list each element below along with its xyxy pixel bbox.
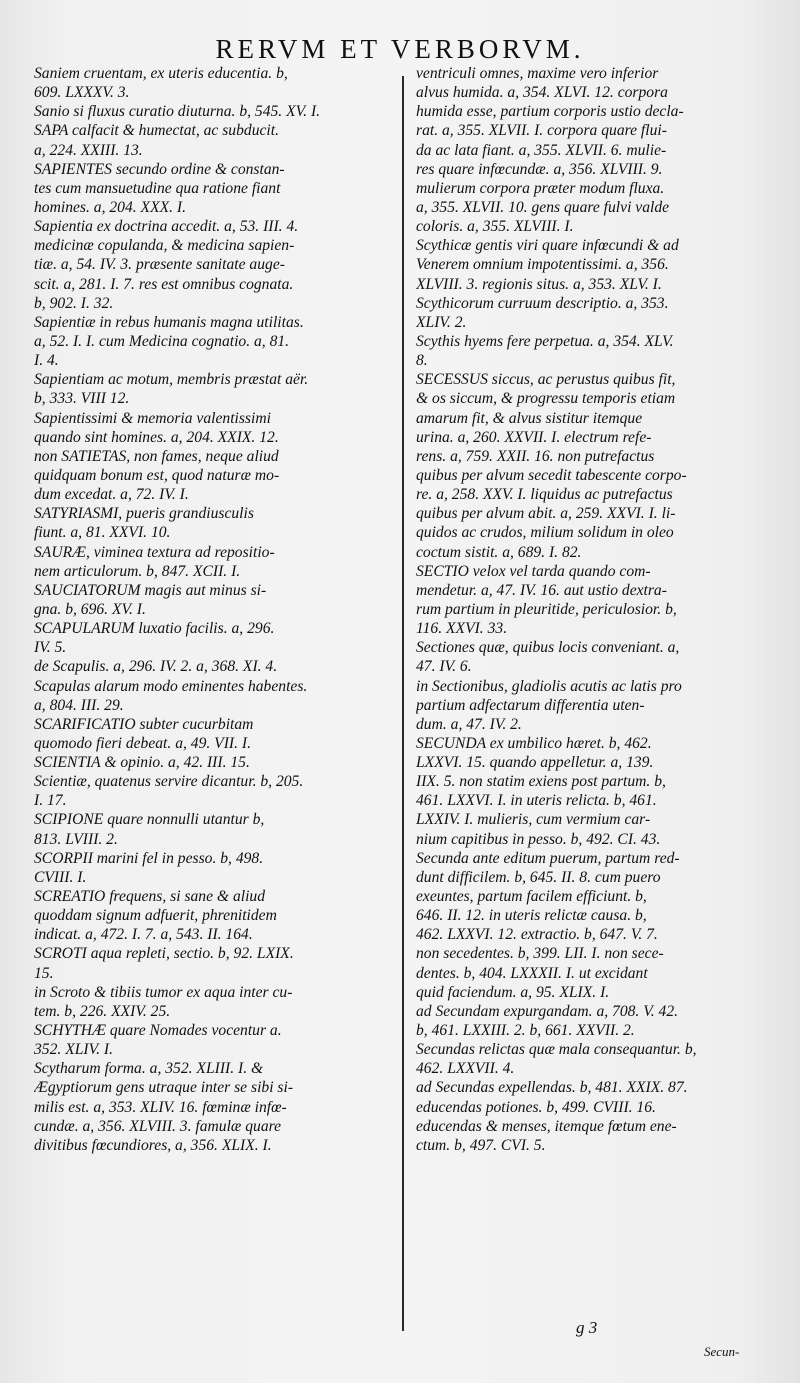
index-line: da ac lata fiant. a, 355. XLVII. 6. mulie-	[416, 141, 667, 159]
index-line: Sapientiam ac motum, membris præstat aër.	[34, 371, 309, 389]
index-line: medicinæ copulanda, & medicina sapien-	[34, 237, 295, 255]
index-line: IV. 5.	[34, 639, 67, 657]
index-line: 462. LXXVI. 12. extractio. b, 647. V. 7.	[416, 926, 658, 944]
index-line: SCORPII marini fel in pesso. b, 498.	[34, 849, 264, 867]
index-line: tem. b, 226. XXIV. 25.	[34, 1002, 171, 1020]
index-line: 813. LVIII. 2.	[34, 830, 118, 848]
index-line: mendetur. a, 47. IV. 16. aut ustio dextra-	[416, 581, 667, 599]
index-line: SCREATIO frequens, si sane & aliud	[34, 888, 266, 906]
index-line: 461. LXXVI. I. in uteris relicta. b, 461.	[416, 792, 657, 810]
index-line: LXXIV. I. mulieris, cum vermium car-	[416, 811, 651, 829]
index-line: 47. IV. 6.	[416, 658, 472, 676]
index-line: SCROTI aqua repleti, sectio. b, 92. LXIX.	[34, 945, 294, 963]
index-line: exeuntes, partum facilem efficiunt. b,	[416, 888, 647, 906]
index-line: & os siccum, & progressu temporis etiam	[416, 390, 676, 408]
index-line: quibus per alvum secedit tabescente corpo-	[416, 466, 687, 484]
index-line: rens. a, 759. XXII. 16. non putrefactus	[416, 447, 655, 465]
index-line: 352. XLIV. I.	[34, 1041, 113, 1059]
index-line: SECUNDA ex umbilico hæret. b, 462.	[416, 734, 652, 752]
index-line: rat. a, 355. XLVII. I. corpora quare flui-	[416, 122, 667, 140]
index-line: scit. a, 281. I. 7. res est omnibus cognata.	[34, 275, 294, 293]
index-line: 646. II. 12. in uteris relictæ causa. b,	[416, 907, 647, 925]
index-line: Scythicæ gentis viri quare infœcundi & ad	[416, 237, 679, 255]
index-line: Sapientissimi & memoria valentissimi	[34, 409, 271, 427]
index-line: Sapientiæ in rebus humanis magna utilitas.	[34, 313, 304, 331]
index-line: re. a, 258. XXV. I. liquidus ac putrefactus	[416, 486, 673, 504]
index-line: in Sectionibus, gladiolis acutis ac latis pro	[416, 677, 682, 695]
index-line: Sanio si fluxus curatio diuturna. b, 545. XV. I.	[34, 103, 321, 121]
index-line: dum. a, 47. IV. 2.	[416, 715, 522, 733]
index-line: quidquam bonum est, quod naturæ mo-	[34, 466, 280, 484]
index-line: LXXVI. 15. quando appelletur. a, 139.	[416, 754, 654, 772]
signature-mark: g 3	[576, 1318, 598, 1337]
index-line: b, 461. LXXIII. 2. b, 661. XXVII. 2.	[416, 1022, 635, 1040]
index-line: tes cum mansuetudine qua ratione fiant	[34, 179, 281, 197]
index-line: Secundas relictas quæ mala consequantur. b,	[416, 1041, 697, 1059]
index-line: nem articulorum. b, 847. XCII. I.	[34, 562, 241, 580]
index-line: I. 17.	[34, 792, 67, 810]
index-line: divitibus fœcundiores, a, 356. XLIX. I.	[34, 1136, 272, 1154]
index-column-right	[416, 64, 768, 1155]
index-line: dentes. b, 404. LXXXII. I. ut excidant	[416, 964, 648, 982]
index-line: milis est. a, 353. XLIV. 16. fœminæ infœ-	[34, 1098, 287, 1116]
index-line: SCIENTIA & opinio. a, 42. III. 15.	[34, 754, 250, 772]
index-line: SCHYTHÆ quare Nomades vocentur a.	[34, 1022, 282, 1040]
index-line: quoddam signum adfuerit, phrenitidem	[34, 907, 277, 925]
index-line: a, 224. XXIII. 13.	[34, 141, 143, 159]
index-line: quibus per alvum abit. a, 259. XXVI. I. li-	[416, 505, 676, 523]
index-line: rum partium in pleuritide, periculosior. b,	[416, 600, 677, 618]
index-line: dum excedat. a, 72. IV. I.	[34, 486, 189, 504]
index-line: res quare infœcundæ. a, 356. XLVIII. 9.	[416, 160, 663, 178]
index-line: coctum sistit. a, 689. I. 82.	[416, 543, 582, 561]
index-line: nium capitibus in pesso. b, 492. CI. 43.	[416, 830, 661, 848]
catchword: Secun-	[704, 1344, 740, 1359]
index-line: SECTIO velox vel tarda quando com-	[416, 562, 651, 580]
index-line: homines. a, 204. XXX. I.	[34, 198, 187, 216]
index-column-left	[34, 64, 390, 1155]
index-line: quid faciendum. a, 95. XLIX. I.	[416, 983, 610, 1001]
index-line: cundæ. a, 356. XLVIII. 3. famulæ quare	[34, 1117, 282, 1135]
index-line: quidos ac crudos, milium solidum in oleo	[416, 524, 674, 542]
column-divider	[402, 76, 404, 1331]
index-line: a, 52. I. I. cum Medicina cognatio. a, 81.	[34, 332, 290, 350]
index-line: SAUCIATORUM magis aut minus si-	[34, 581, 267, 599]
index-line: Sectiones quæ, quibus locis conveniant. a,	[416, 639, 680, 657]
index-line: 609. LXXXV. 3.	[34, 84, 130, 102]
index-line: SAPA calfacit & humectat, ac subducit.	[34, 122, 279, 140]
index-line: a, 355. XLVII. 10. gens quare fulvi valde	[416, 198, 670, 216]
index-line: quomodo fieri debeat. a, 49. VII. I.	[34, 734, 251, 752]
index-line: urina. a, 260. XXVII. I. electrum refe-	[416, 428, 652, 446]
index-line: non secedentes. b, 399. LII. I. non sece-	[416, 945, 664, 963]
index-line: b, 902. I. 32.	[34, 294, 114, 312]
index-line: ad Secundas expellendas. b, 481. XXIX. 87.	[416, 1079, 688, 1097]
index-line: 8.	[416, 352, 428, 370]
index-line: 116. XXVI. 33.	[416, 620, 508, 638]
index-line: CVIII. I.	[34, 868, 87, 886]
index-line: gna. b, 696. XV. I.	[34, 600, 146, 618]
index-line: SAURÆ, viminea textura ad repositio-	[34, 543, 275, 561]
index-line: fiunt. a, 81. XXVI. 10.	[34, 524, 171, 542]
index-line: de Scapulis. a, 296. IV. 2. a, 368. XI. 4.	[34, 658, 278, 676]
index-line: Secunda ante editum puerum, partum red-	[416, 849, 680, 867]
index-line: a, 804. III. 29.	[34, 696, 124, 714]
index-line: Scythicorum curruum descriptio. a, 353.	[416, 294, 669, 312]
index-line: Sapientia ex doctrina accedit. a, 53. III. 4.	[34, 218, 299, 236]
index-line: SATYRIASMI, pueris grandiusculis	[34, 505, 254, 523]
index-line: humida esse, partium corporis ustio decla-	[416, 103, 684, 121]
index-line: Saniem cruentam, ex uteris educentia. b,	[34, 65, 288, 82]
index-line: amarum fit, & alvus sistitur itemque	[416, 409, 643, 427]
index-line: educendas & menses, itemque fœtum ene-	[416, 1117, 677, 1135]
index-line: non SATIETAS, non fames, neque aliud	[34, 447, 279, 465]
index-line: quando sint homines. a, 204. XXIX. 12.	[34, 428, 279, 446]
index-line: I. 4.	[34, 352, 59, 370]
index-line: IIX. 5. non statim exiens post partum. b,	[416, 773, 666, 791]
index-line: coloris. a, 355. XLVIII. I.	[416, 218, 574, 236]
index-line: SCIPIONE quare nonnulli utantur b,	[34, 811, 265, 829]
index-line: in Scroto & tibiis tumor ex aqua inter cu-	[34, 983, 293, 1001]
index-line: ad Secundam expurgandam. a, 708. V. 42.	[416, 1002, 679, 1020]
index-line: mulierum corpora præter modum fluxa.	[416, 179, 665, 197]
index-line: Venerem omnium impotentissimi. a, 356.	[416, 256, 669, 274]
index-line: Scapulas alarum modo eminentes habentes.	[34, 677, 308, 695]
index-line: alvus humida. a, 354. XLVI. 12. corpora	[416, 84, 668, 102]
index-line: educendas potiones. b, 499. CVIII. 16.	[416, 1098, 656, 1116]
index-line: 15.	[34, 964, 54, 982]
index-line: ctum. b, 497. CVI. 5.	[416, 1136, 546, 1154]
index-line: 462. LXXVII. 4.	[416, 1060, 515, 1078]
index-line: Ægyptiorum gens utraque inter se sibi si-	[34, 1079, 294, 1097]
index-line: partium adfectarum differentia uten-	[416, 696, 645, 714]
index-line: Scientiæ, quatenus servire dicantur. b, 205.	[34, 773, 304, 791]
index-line: XLIV. 2.	[416, 313, 467, 331]
index-line: SCAPULARUM luxatio facilis. a, 296.	[34, 620, 275, 638]
index-line: SECESSUS siccus, ac perustus quibus fit,	[416, 371, 676, 389]
index-line: XLVIII. 3. regionis situs. a, 353. XLV. I.	[416, 275, 662, 293]
running-head: RERVM ET VERBORVM.	[215, 34, 585, 64]
index-line: dunt difficilem. b, 645. II. 8. cum puero	[416, 868, 661, 886]
index-line: Scytharum forma. a, 352. XLIII. I. &	[34, 1060, 264, 1078]
index-line: b, 333. VIII 12.	[34, 390, 130, 408]
index-line: ventriculi omnes, maxime vero inferior	[416, 65, 659, 82]
index-line: Scythis hyems fere perpetua. a, 354. XLV.	[416, 332, 674, 350]
index-line: tiæ. a, 54. IV. 3. præsente sanitate auge-	[34, 256, 285, 274]
index-line: SAPIENTES secundo ordine & constan-	[34, 160, 285, 178]
index-line: SCARIFICATIO subter cucurbitam	[34, 715, 254, 733]
index-line: indicat. a, 472. I. 7. a, 543. II. 164.	[34, 926, 253, 944]
